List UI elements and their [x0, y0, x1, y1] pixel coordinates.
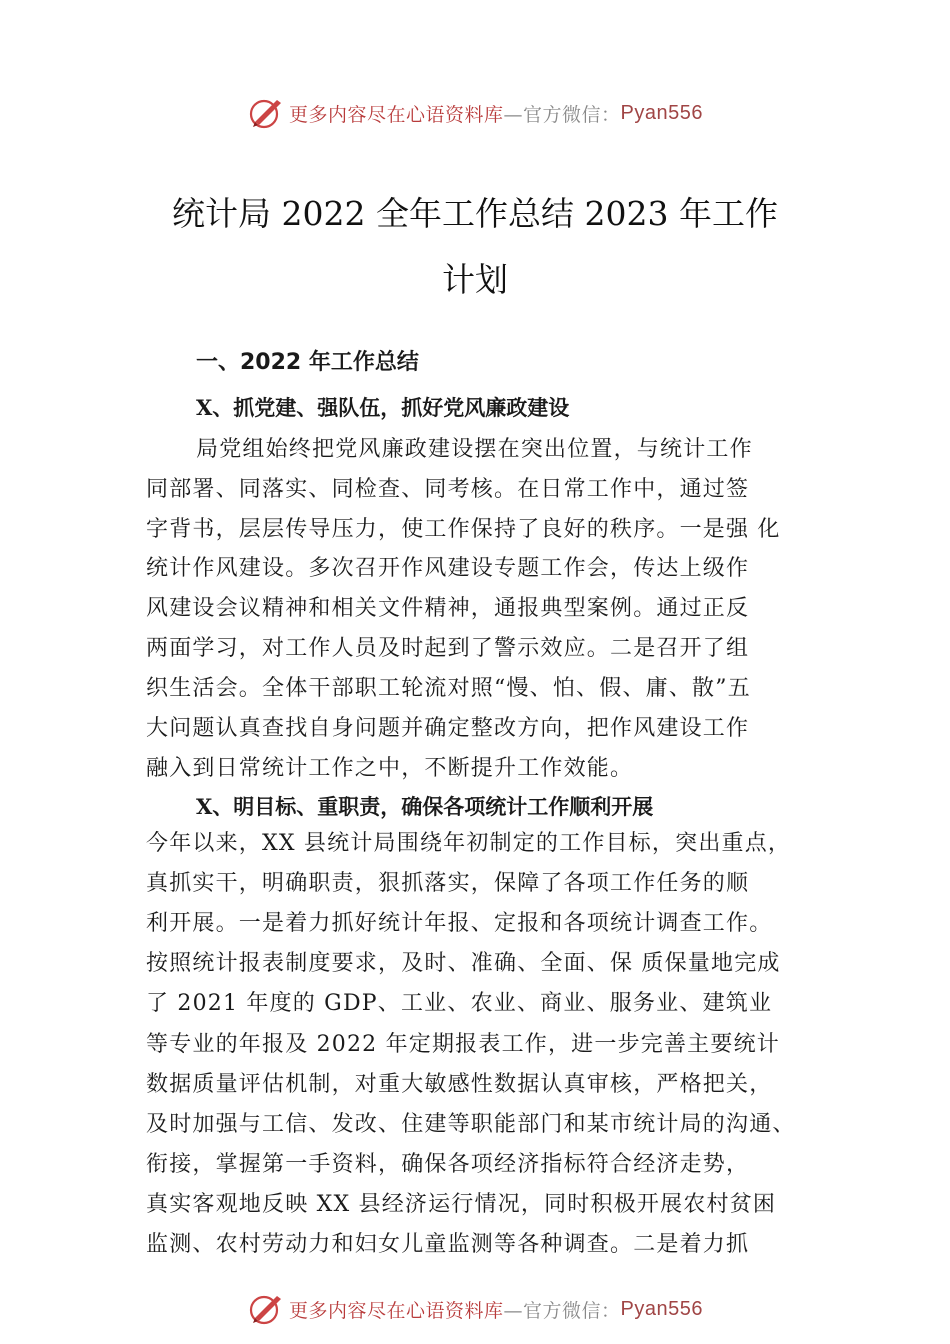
- watermark-red-text: 更多内容尽在心语资料库: [289, 1299, 504, 1322]
- watermark-header: [0, 96, 950, 130]
- paragraph-line: 统计作风建设。多次召开作风建设专题工作会，传达上级作: [146, 556, 750, 581]
- watermark-wechat-id: Pyan556: [620, 101, 703, 124]
- paragraph-line: 按照统计报表制度要求，及时、准确、全面、保 质保量地完成: [146, 951, 781, 976]
- paragraph-line: 真抓实干，明确职责，狠抓落实，保障了各项工作任务的顺: [146, 871, 750, 896]
- subheading-1: X、抓党建、强队伍，抓好党风廉政建设: [196, 395, 570, 420]
- watermark-gray-text: —官方微信：: [503, 103, 621, 126]
- document-title-line-1: 统计局 2022 全年工作总结 2023 年工作: [172, 194, 778, 233]
- paragraph-line: 了 2021 年度的 GDP、工业、农业、商业、服务业、建筑业: [146, 991, 773, 1016]
- paragraph-line: 字背书，层层传导压力，使工作保持了良好的秩序。一是强 化: [146, 517, 781, 542]
- watermark-red-text: 更多内容尽在心语资料库: [289, 103, 504, 126]
- watermark-gray-text: —官方微信：: [503, 1299, 621, 1322]
- section-heading: 一、2022 年工作总结: [196, 350, 419, 375]
- document-title-line-2: 计划: [442, 260, 508, 299]
- paragraph-line: 及时加强与工信、发改、住建等职能部门和某市统计局的沟通、: [146, 1112, 796, 1137]
- paragraph-line: 监测、农村劳动力和妇女儿童监测等各种调查。二是着力抓: [146, 1232, 750, 1257]
- watermark-footer: [0, 1292, 950, 1326]
- paragraph-line: 融入到日常统计工作之中，不断提升工作效能。: [146, 756, 634, 781]
- paragraph-line: 数据质量评估机制，对重大敏感性数据认真审核，严格把关，: [146, 1072, 773, 1097]
- subheading-2: X、明目标、重职责，确保各项统计工作顺利开展: [196, 794, 654, 819]
- paragraph-line: 等专业的年报及 2022 年定期报表工作，进一步完善主要统计: [146, 1032, 780, 1057]
- paragraph-line: 织生活会。全体干部职工轮流对照“慢、怕、假、庸、散”五: [146, 676, 751, 701]
- paragraph-line: 今年以来，XX 县统计局围绕年初制定的工作目标，突出重点，: [146, 831, 792, 856]
- paragraph-line: 大问题认真查找自身问题并确定整改方向，把作风建设工作: [146, 716, 750, 741]
- pen-logo-icon: [247, 1292, 285, 1326]
- paragraph-line: 同部署、同落实、同检查、同考核。在日常工作中，通过签: [146, 477, 750, 502]
- paragraph-line: 两面学习，对工作人员及时起到了警示效应。二是召开了组: [146, 636, 750, 661]
- paragraph-line: 利开展。一是着力抓好统计年报、定报和各项统计调查工作。: [146, 911, 773, 936]
- watermark-wechat-id: Pyan556: [620, 1297, 703, 1320]
- paragraph-line: 局党组始终把党风廉政建设摆在突出位置，与统计工作: [196, 437, 753, 462]
- paragraph-line: 风建设会议精神和相关文件精神，通报典型案例。通过正反: [146, 596, 750, 621]
- paragraph-line: 衔接，掌握第一手资料，确保各项经济指标符合经济走势，: [146, 1152, 750, 1177]
- pen-logo-icon: [247, 96, 285, 130]
- paragraph-line: 真实客观地反映 XX 县经济运行情况，同时积极开展农村贫困: [146, 1192, 777, 1217]
